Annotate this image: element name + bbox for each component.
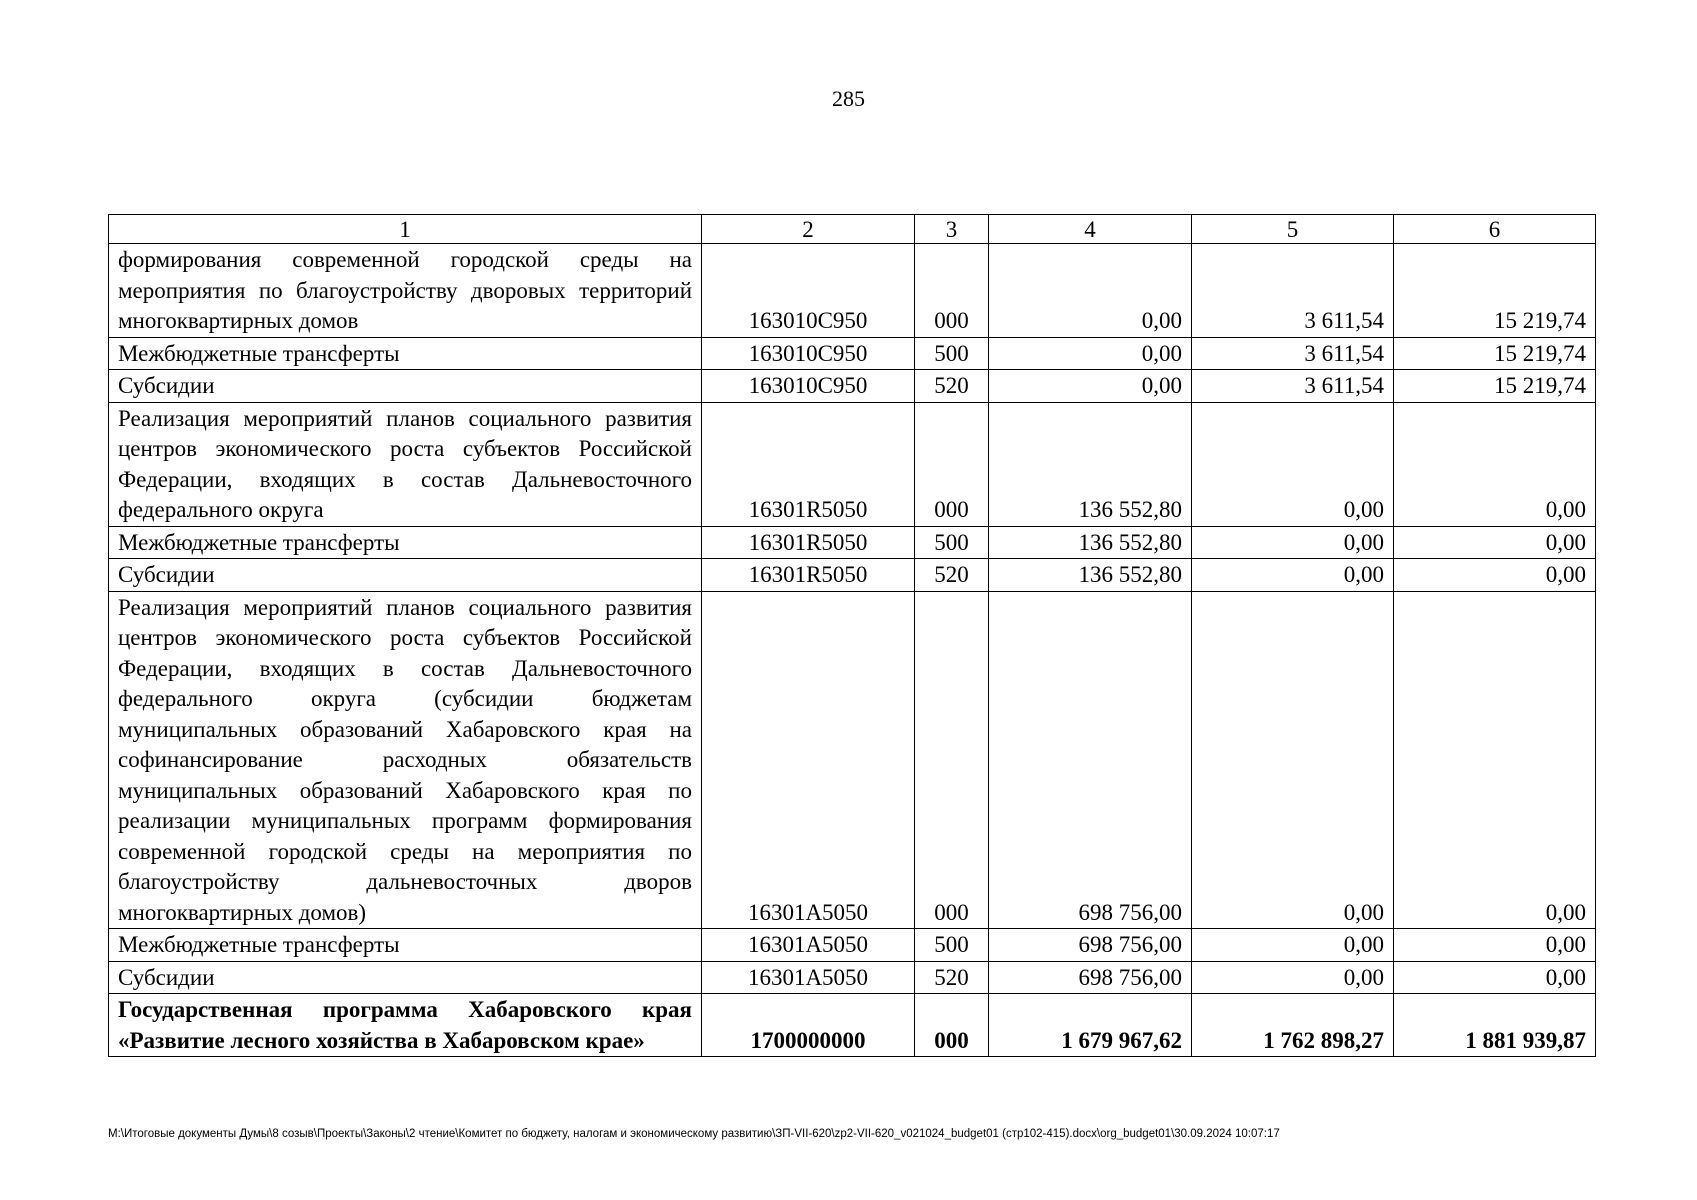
row-code-cell: 16301R5050 [702, 559, 915, 592]
header-col-6: 6 [1394, 215, 1596, 244]
row-name-cell: формирования современной городской среды на мероприятия по благоустройству дворовых территорий многоквартирных домов [109, 244, 702, 338]
header-col-1: 1 [109, 215, 702, 244]
row-sum-col5-cell: 0,00 [1192, 559, 1394, 592]
row-code-cell: 163010C950 [702, 244, 915, 338]
row-sum-col6-cell: 0,00 [1394, 526, 1596, 559]
row-sum-col5-cell: 0,00 [1192, 402, 1394, 526]
row-code-cell: 16301R5050 [702, 526, 915, 559]
row-code-cell: 16301R5050 [702, 402, 915, 526]
row-sum-col4-cell: 0,00 [989, 244, 1192, 338]
row-sum-col4-cell: 0,00 [989, 370, 1192, 403]
row-type-cell: 000 [915, 244, 989, 338]
row-code-cell: 163010C950 [702, 370, 915, 403]
row-sum-col4-cell: 698 756,00 [989, 591, 1192, 929]
row-sum-col6-cell: 0,00 [1394, 961, 1596, 994]
row-name-cell: Субсидии [109, 370, 702, 403]
row-sum-col6-cell: 15 219,74 [1394, 244, 1596, 338]
row-sum-col6-cell: 0,00 [1394, 402, 1596, 526]
table-row [109, 370, 1596, 403]
row-type-cell: 500 [915, 929, 989, 962]
table-row [109, 929, 1596, 962]
row-name-cell: Межбюджетные трансферты [109, 929, 702, 962]
row-type-cell: 520 [915, 370, 989, 403]
row-code-cell: 16301A5050 [702, 961, 915, 994]
budget-table [108, 214, 1596, 1057]
row-name-cell: Субсидии [109, 961, 702, 994]
row-sum-col5-cell: 0,00 [1192, 961, 1394, 994]
row-sum-col4-cell: 698 756,00 [989, 961, 1192, 994]
row-name-cell: Межбюджетные трансферты [109, 526, 702, 559]
footer-file-path: M:\Итоговые документы Думы\8 созыв\Проекты\Законы\2 чтение\Комитет по бюджету, налогам и экономическому развитию\ЗП-VII-620\zp2-VII-620_v021024_budget01 (стр102-415).docx\org_budget01\30.09.2024 10:07:17 [108, 1128, 1280, 1140]
row-sum-col6-cell: 15 219,74 [1394, 337, 1596, 370]
row-type-cell: 520 [915, 559, 989, 592]
table-row [109, 402, 1596, 526]
row-name-cell: Государственная программа Хабаровского края «Развитие лесного хозяйства в Хабаровском крае» [109, 994, 702, 1057]
row-sum-col5-cell: 3 611,54 [1192, 370, 1394, 403]
table-row [109, 961, 1596, 994]
header-col-2: 2 [702, 215, 915, 244]
table-row [109, 591, 1596, 929]
row-sum-col6-cell: 0,00 [1394, 929, 1596, 962]
row-code-cell: 1700000000 [702, 994, 915, 1057]
table-row [109, 244, 1596, 338]
table-body [109, 244, 1596, 1057]
row-name-cell: Субсидии [109, 559, 702, 592]
row-code-cell: 163010C950 [702, 337, 915, 370]
header-col-4: 4 [989, 215, 1192, 244]
table-row [109, 337, 1596, 370]
row-name-cell: Реализация мероприятий планов социального развития центров экономического роста субъектов Российской Федерации, входящих в состав Дальневосточного федерального округа [109, 402, 702, 526]
row-sum-col4-cell: 136 552,80 [989, 402, 1192, 526]
row-type-cell: 000 [915, 994, 989, 1057]
row-sum-col4-cell: 136 552,80 [989, 526, 1192, 559]
row-sum-col5-cell: 3 611,54 [1192, 337, 1394, 370]
row-code-cell: 16301A5050 [702, 591, 915, 929]
row-type-cell: 000 [915, 591, 989, 929]
row-type-cell: 500 [915, 337, 989, 370]
table-row [109, 559, 1596, 592]
header-col-5: 5 [1192, 215, 1394, 244]
row-sum-col6-cell: 1 881 939,87 [1394, 994, 1596, 1057]
row-sum-col5-cell: 0,00 [1192, 526, 1394, 559]
row-type-cell: 520 [915, 961, 989, 994]
page-number: 285 [832, 86, 865, 111]
row-name-cell: Межбюджетные трансферты [109, 337, 702, 370]
row-sum-col5-cell: 1 762 898,27 [1192, 994, 1394, 1057]
row-sum-col4-cell: 136 552,80 [989, 559, 1192, 592]
table-row [109, 526, 1596, 559]
header-row [109, 215, 1596, 244]
row-sum-col5-cell: 0,00 [1192, 929, 1394, 962]
row-sum-col4-cell: 1 679 967,62 [989, 994, 1192, 1057]
row-sum-col5-cell: 0,00 [1192, 591, 1394, 929]
row-code-cell: 16301A5050 [702, 929, 915, 962]
row-sum-col6-cell: 15 219,74 [1394, 370, 1596, 403]
row-sum-col4-cell: 698 756,00 [989, 929, 1192, 962]
row-sum-col6-cell: 0,00 [1394, 559, 1596, 592]
row-sum-col4-cell: 0,00 [989, 337, 1192, 370]
row-name-cell: Реализация мероприятий планов социального развития центров экономического роста субъектов Российской Федерации, входящих в состав Дальневосточного федерального округа (субсидии бюджетам муниципальных образований Хабаровского края на софинансирование расходных обязательств муниципальных образований Хабаровского края по реализации муниципальных программ формирования современной городской среды на мероприятия по благоустройству дальневосточных дворов многоквартирных домов) [109, 591, 702, 929]
row-sum-col6-cell: 0,00 [1394, 591, 1596, 929]
row-sum-col5-cell: 3 611,54 [1192, 244, 1394, 338]
header-col-3: 3 [915, 215, 989, 244]
table-row [109, 994, 1596, 1057]
row-type-cell: 000 [915, 402, 989, 526]
row-type-cell: 500 [915, 526, 989, 559]
